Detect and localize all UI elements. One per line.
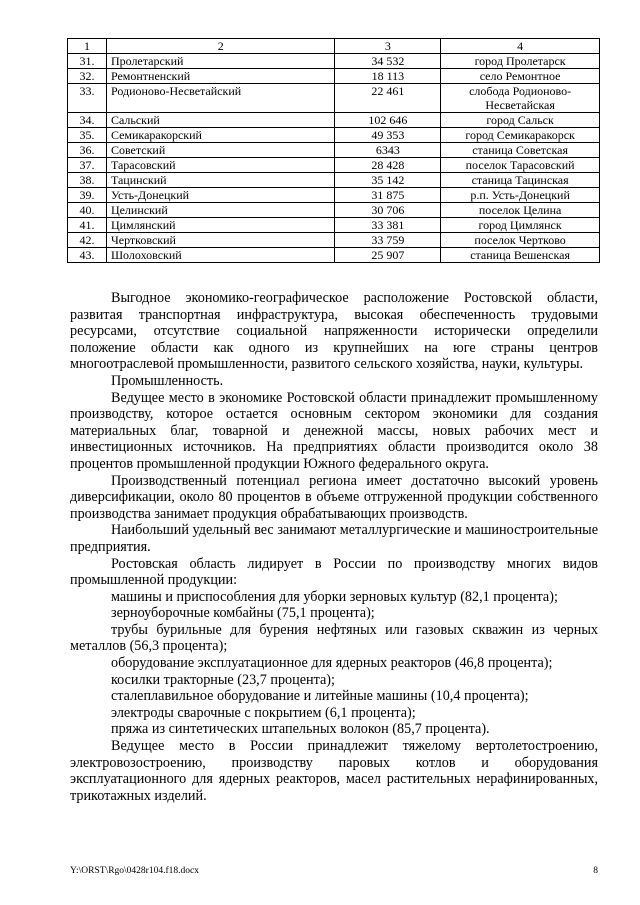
row-number: 31. bbox=[68, 54, 107, 69]
district-name: Тарасовский bbox=[106, 158, 335, 173]
district-name: Усть-Донецкий bbox=[106, 188, 335, 203]
table-row bbox=[68, 113, 600, 128]
body-text bbox=[70, 290, 598, 804]
admin-center: поселок Целина bbox=[441, 203, 600, 218]
admin-center: станица Тацинская bbox=[441, 173, 600, 188]
paragraph: Выгодное экономико-географическое расположение Ростовской области, развитая транспортная инфраструктура, высокая обеспеченность трудовыми ресурсами, отсутствие социальной напряженности исторически определили положение области как одного из крупнейших на юге страны центров многоотраслевой промышленности, развитого сельского хозяйства, науки, культуры. bbox=[70, 290, 598, 373]
paragraph: Ведущее место в России принадлежит тяжелому вертолетостроению, электровозостроению, производству паровых котлов и оборудования эксплуатационного для ядерных реакторов, масел растительных нерафинированных, трикотажных изделий. bbox=[70, 738, 598, 804]
table-row bbox=[68, 173, 600, 188]
district-name: Целинский bbox=[106, 203, 335, 218]
population-value: 33 381 bbox=[335, 218, 441, 233]
population-value: 22 461 bbox=[335, 84, 441, 113]
districts-table bbox=[67, 38, 600, 263]
population-value: 102 646 bbox=[335, 113, 441, 128]
row-number: 35. bbox=[68, 128, 107, 143]
admin-center: станица Советская bbox=[441, 143, 600, 158]
header-cell: 2 bbox=[106, 39, 335, 54]
table-row bbox=[68, 188, 600, 203]
row-number: 32. bbox=[68, 69, 107, 84]
population-value: 25 907 bbox=[335, 248, 441, 263]
district-name: Цимлянский bbox=[106, 218, 335, 233]
paragraph: Промышленность. bbox=[111, 372, 224, 389]
district-name: Тацинский bbox=[106, 173, 335, 188]
population-value: 31 875 bbox=[335, 188, 441, 203]
district-name: Ремонтненский bbox=[106, 69, 335, 84]
admin-center: город Семикаракорск bbox=[441, 128, 600, 143]
paragraph: зерноуборочные комбайны (75,1 процента); bbox=[111, 605, 375, 622]
header-cell: 4 bbox=[441, 39, 600, 54]
row-number: 37. bbox=[68, 158, 107, 173]
row-number: 41. bbox=[68, 218, 107, 233]
paragraph: Производственный потенциал региона имеет достаточно высокий уровень диверсификации, около 80 процентов в объеме отгруженной продукции собственного производства занимает продукция обрабатывающих производств. bbox=[70, 472, 598, 522]
district-name: Советский bbox=[106, 143, 335, 158]
district-name: Семикаракорский bbox=[106, 128, 335, 143]
row-number: 36. bbox=[68, 143, 107, 158]
paragraph: машины и приспособления для уборки зерновых культур (82,1 процента); bbox=[111, 588, 558, 605]
admin-center: поселок Тарасовский bbox=[441, 158, 600, 173]
row-number: 42. bbox=[68, 233, 107, 248]
header-cell: 3 bbox=[335, 39, 441, 54]
admin-center: город Пролетарск bbox=[441, 54, 600, 69]
paragraph: косилки тракторные (23,7 процента); bbox=[111, 671, 335, 688]
row-number: 33. bbox=[68, 84, 107, 113]
table-row bbox=[68, 84, 600, 113]
table-row bbox=[68, 69, 600, 84]
row-number: 39. bbox=[68, 188, 107, 203]
admin-center: село Ремонтное bbox=[441, 69, 600, 84]
paragraph: электроды сварочные с покрытием (6,1 процента); bbox=[111, 704, 416, 721]
district-name: Родионово-Несветайский bbox=[106, 84, 335, 113]
row-number: 38. bbox=[68, 173, 107, 188]
admin-center: станица Вешенская bbox=[441, 248, 600, 263]
population-value: 18 113 bbox=[335, 69, 441, 84]
district-name: Чертковский bbox=[106, 233, 335, 248]
admin-center: слобода Родионово-Несветайская bbox=[441, 84, 600, 113]
admin-center: город Сальск bbox=[441, 113, 600, 128]
admin-center: город Цимлянск bbox=[441, 218, 600, 233]
table-row bbox=[68, 128, 600, 143]
admin-center: поселок Чертково bbox=[441, 233, 600, 248]
district-name: Пролетарский bbox=[106, 54, 335, 69]
table-row bbox=[68, 54, 600, 69]
row-number: 34. bbox=[68, 113, 107, 128]
table-row bbox=[68, 233, 600, 248]
district-name: Шолоховский bbox=[106, 248, 335, 263]
paragraph: пряжа из синтетических штапельных волокон (85,7 процента). bbox=[111, 721, 490, 738]
table-row bbox=[68, 158, 600, 173]
file-path: Y:\ORST\Rgo\0428r104.f18.docx bbox=[70, 866, 199, 876]
table-row bbox=[68, 218, 600, 233]
population-value: 49 353 bbox=[335, 128, 441, 143]
paragraph: оборудование эксплуатационное для ядерных реакторов (46,8 процента); bbox=[111, 655, 553, 672]
population-value: 35 142 bbox=[335, 173, 441, 188]
admin-center: р.п. Усть-Донецкий bbox=[441, 188, 600, 203]
header-cell: 1 bbox=[68, 39, 107, 54]
row-number: 43. bbox=[68, 248, 107, 263]
district-name: Сальский bbox=[106, 113, 335, 128]
table-row bbox=[68, 203, 600, 218]
paragraph: сталеплавильное оборудование и литейные машины (10,4 процента); bbox=[111, 688, 529, 705]
table-row bbox=[68, 143, 600, 158]
population-value: 6343 bbox=[335, 143, 441, 158]
population-value: 34 532 bbox=[335, 54, 441, 69]
population-value: 33 759 bbox=[335, 233, 441, 248]
table-header-row bbox=[68, 39, 600, 54]
page-number: 8 bbox=[593, 866, 598, 876]
paragraph: Ведущее место в экономике Ростовской области принадлежит промышленному производству, которое остается основным сектором экономики для создания материальных благ, товарной и денежной массы, новых рабочих мест и инвестиционных источников. На предприятиях области производится около 38 процентов промышленной продукции Южного федерального округа. bbox=[70, 389, 598, 472]
table-row bbox=[68, 248, 600, 263]
paragraph: трубы бурильные для бурения нефтяных или газовых скважин из черных металлов (56,3 процента); bbox=[70, 621, 598, 655]
row-number: 40. bbox=[68, 203, 107, 218]
population-value: 28 428 bbox=[335, 158, 441, 173]
population-value: 30 706 bbox=[335, 203, 441, 218]
paragraph: Ростовская область лидирует в России по производству многих видов промышленной продукции: bbox=[70, 555, 598, 589]
paragraph: Наибольший удельный вес занимают металлургические и машиностроительные предприятия. bbox=[70, 522, 598, 555]
